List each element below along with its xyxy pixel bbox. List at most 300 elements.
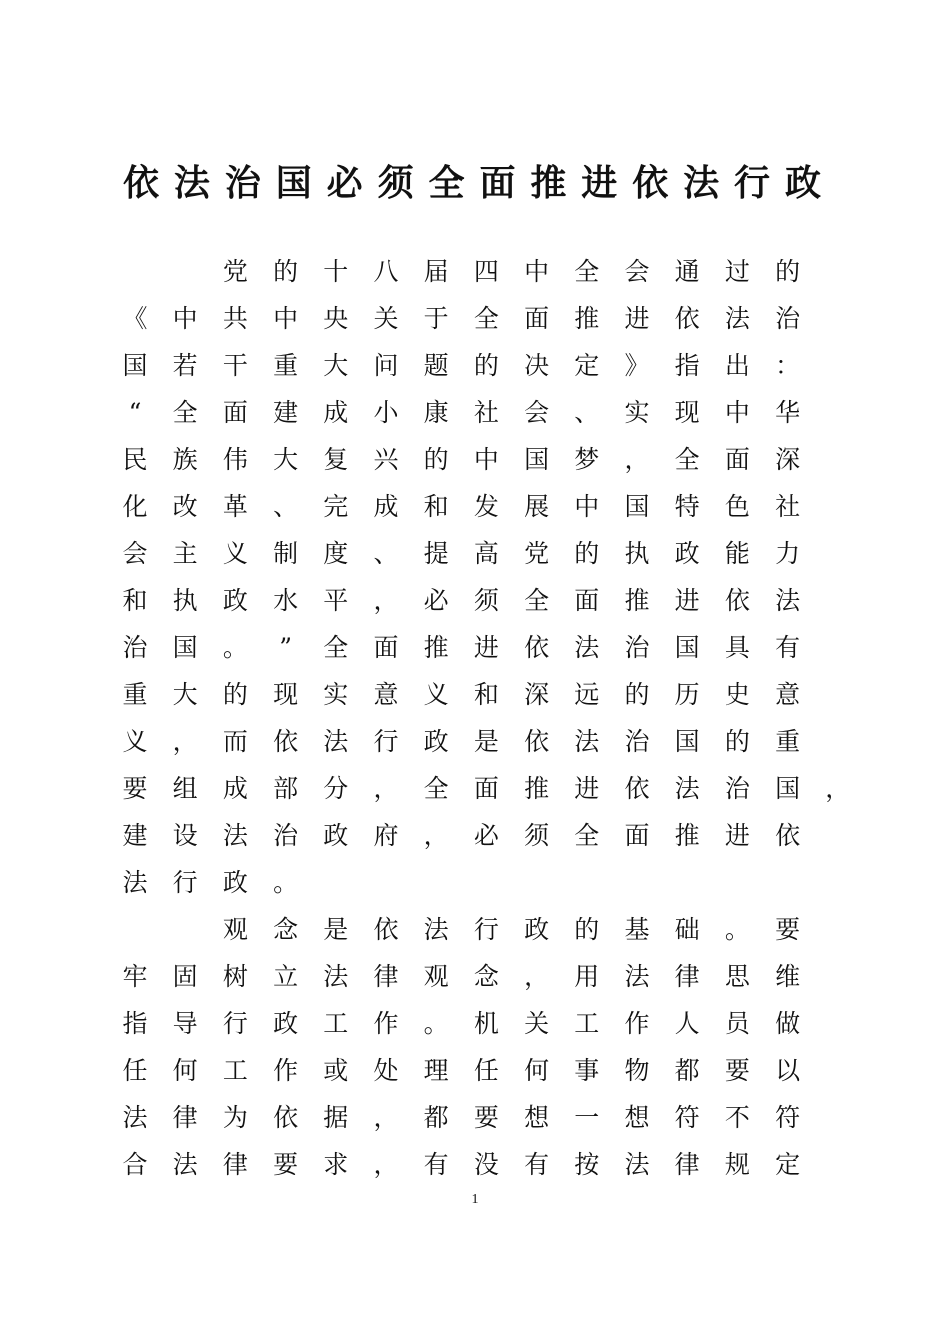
text-line — [122, 1000, 862, 1047]
text-char: 实 — [323, 680, 349, 709]
text-char: 发 — [473, 492, 499, 521]
text-char: 八 — [373, 257, 399, 286]
title-char: 依 — [632, 162, 669, 204]
text-char: 法 — [323, 727, 349, 756]
text-char: 法 — [172, 1150, 198, 1179]
title-char: 法 — [173, 162, 210, 204]
text-line — [122, 859, 862, 906]
text-char: 革 — [222, 492, 248, 521]
text-char: 求 — [323, 1150, 349, 1179]
text-char: 依 — [524, 727, 550, 756]
text-char: 指 — [674, 351, 700, 380]
text-char: 化 — [122, 492, 148, 521]
text-char: 大 — [323, 351, 349, 380]
text-char: 依 — [273, 727, 299, 756]
title-char: 推 — [530, 162, 567, 204]
text-char: 一 — [574, 1103, 600, 1132]
text-char: 的 — [473, 351, 499, 380]
text-char: 面 — [574, 586, 600, 615]
text-char: 念 — [273, 915, 299, 944]
text-char: 面 — [724, 445, 750, 474]
text-char: 民 — [122, 445, 148, 474]
text-char: 。 — [423, 1009, 449, 1038]
text-char: 中 — [724, 398, 750, 427]
text-line — [122, 671, 862, 718]
text-char: 须 — [524, 821, 550, 850]
text-char: 律 — [172, 1103, 198, 1132]
text-char: 和 — [423, 492, 449, 521]
text-char: 大 — [172, 680, 198, 709]
text-char: ， — [423, 821, 449, 850]
text-char: 成 — [323, 398, 349, 427]
text-char: 工 — [222, 1056, 248, 1085]
text-char: 法 — [423, 915, 449, 944]
title-char: 依 — [122, 162, 159, 204]
text-char: 具 — [724, 633, 750, 662]
text-char: 合 — [122, 1150, 148, 1179]
text-char: 复 — [323, 445, 349, 474]
text-char: 执 — [172, 586, 198, 615]
text-char: 改 — [172, 492, 198, 521]
text-char: 党 — [524, 539, 550, 568]
text-char: 、 — [273, 492, 299, 521]
text-char: 国 — [172, 633, 198, 662]
text-line — [122, 953, 862, 1000]
text-char: 展 — [524, 492, 550, 521]
text-char: 政 — [524, 915, 550, 944]
text-line — [122, 624, 862, 671]
text-char: 色 — [724, 492, 750, 521]
text-char: 法 — [724, 304, 750, 333]
text-char: 法 — [574, 633, 600, 662]
text-char: 现 — [674, 398, 700, 427]
text-char: 而 — [222, 727, 248, 756]
text-char: 推 — [574, 304, 600, 333]
text-char: 推 — [524, 774, 550, 803]
text-char: 律 — [373, 962, 399, 991]
text-char: 国 — [674, 727, 700, 756]
text-char: 重 — [122, 680, 148, 709]
text-line — [122, 765, 862, 812]
text-char: 进 — [574, 774, 600, 803]
text-char: 完 — [323, 492, 349, 521]
text-line — [122, 577, 862, 624]
text-char: 问 — [373, 351, 399, 380]
text-char: 意 — [775, 680, 801, 709]
text-char: 的 — [273, 257, 299, 286]
text-char: 按 — [574, 1150, 600, 1179]
text-char: 能 — [724, 539, 750, 568]
title-char: 面 — [479, 162, 516, 204]
text-char: 依 — [624, 774, 650, 803]
text-char: 主 — [172, 539, 198, 568]
text-char: 梦 — [574, 445, 600, 474]
text-char: 观 — [423, 962, 449, 991]
text-char: 全 — [524, 586, 550, 615]
text-char: 面 — [222, 398, 248, 427]
text-char: 法 — [222, 821, 248, 850]
text-char: 四 — [473, 257, 499, 286]
text-char: 依 — [524, 633, 550, 662]
title-char: 须 — [377, 162, 414, 204]
text-char: 是 — [473, 727, 499, 756]
text-char: 《 — [122, 304, 148, 333]
text-char: 历 — [674, 680, 700, 709]
text-char: 重 — [775, 727, 801, 756]
text-char: 度 — [323, 539, 349, 568]
text-char: 执 — [624, 539, 650, 568]
text-line — [122, 718, 862, 765]
text-char: 要 — [473, 1103, 499, 1132]
text-char: 深 — [524, 680, 550, 709]
text-char: 成 — [222, 774, 248, 803]
text-char: 处 — [373, 1056, 399, 1085]
text-char: 依 — [273, 1103, 299, 1132]
text-char: 的 — [574, 539, 600, 568]
text-char: 决 — [524, 351, 550, 380]
text-char: 中 — [273, 304, 299, 333]
text-char: 高 — [473, 539, 499, 568]
text-char: 远 — [574, 680, 600, 709]
text-char: 法 — [624, 962, 650, 991]
text-char: 事 — [574, 1056, 600, 1085]
text-char: 面 — [624, 821, 650, 850]
text-char: 、 — [373, 539, 399, 568]
text-char: 念 — [473, 962, 499, 991]
text-char: 若 — [172, 351, 198, 380]
text-char: 是 — [323, 915, 349, 944]
text-char: 要 — [724, 1056, 750, 1085]
text-char: 以 — [775, 1056, 801, 1085]
text-char: 出 — [724, 351, 750, 380]
text-char: 行 — [172, 868, 198, 897]
text-char: 。 — [273, 868, 299, 897]
text-char: 作 — [273, 1056, 299, 1085]
text-char: 党 — [222, 257, 248, 286]
text-char: 成 — [373, 492, 399, 521]
text-line — [122, 906, 862, 953]
document-body — [122, 248, 862, 1188]
text-char: 分 — [323, 774, 349, 803]
text-char: 人 — [674, 1009, 700, 1038]
text-char: 政 — [323, 821, 349, 850]
text-char: 全 — [674, 445, 700, 474]
text-char: 何 — [172, 1056, 198, 1085]
text-char: 华 — [775, 398, 801, 427]
text-char: 立 — [273, 962, 299, 991]
text-char: 干 — [222, 351, 248, 380]
text-char: 平 — [323, 586, 349, 615]
text-char: 社 — [473, 398, 499, 427]
text-char: 提 — [423, 539, 449, 568]
title-char: 政 — [784, 162, 821, 204]
text-char: 据 — [323, 1103, 349, 1132]
text-char: 进 — [724, 821, 750, 850]
text-char: 于 — [423, 304, 449, 333]
text-char: 义 — [423, 680, 449, 709]
text-char: 观 — [222, 915, 248, 944]
text-char: 必 — [473, 821, 499, 850]
text-char: 关 — [373, 304, 399, 333]
text-char: 政 — [423, 727, 449, 756]
text-char: 的 — [222, 680, 248, 709]
text-char: 不 — [724, 1103, 750, 1132]
text-char: 的 — [724, 727, 750, 756]
text-char: 现 — [273, 680, 299, 709]
text-char: 的 — [775, 257, 801, 286]
text-char: ， — [624, 445, 650, 474]
text-char: 大 — [273, 445, 299, 474]
text-char: 基 — [624, 915, 650, 944]
text-char: 树 — [222, 962, 248, 991]
text-char: 设 — [172, 821, 198, 850]
text-char: “ — [128, 398, 142, 427]
text-char: 治 — [624, 633, 650, 662]
text-line — [122, 295, 862, 342]
text-char: 依 — [373, 915, 399, 944]
text-char: 作 — [373, 1009, 399, 1038]
text-char: 法 — [122, 868, 148, 897]
text-char: 建 — [273, 398, 299, 427]
text-char: 中 — [473, 445, 499, 474]
text-char: 导 — [172, 1009, 198, 1038]
text-char: 进 — [674, 586, 700, 615]
text-char: 行 — [373, 727, 399, 756]
text-line — [122, 1141, 862, 1188]
text-char: 机 — [473, 1009, 499, 1038]
text-char: 建 — [122, 821, 148, 850]
text-char: 推 — [674, 821, 700, 850]
text-char: 有 — [775, 633, 801, 662]
text-char: 必 — [423, 586, 449, 615]
text-char: 没 — [473, 1150, 499, 1179]
text-char: 治 — [624, 727, 650, 756]
text-char: ， — [373, 586, 399, 615]
text-line — [122, 389, 862, 436]
text-char: 中 — [172, 304, 198, 333]
text-char: 符 — [775, 1103, 801, 1132]
text-char: 面 — [373, 633, 399, 662]
text-char: 法 — [674, 774, 700, 803]
text-char: 共 — [222, 304, 248, 333]
text-char: 十 — [323, 257, 349, 286]
text-char: 治 — [775, 304, 801, 333]
text-char: 全 — [423, 774, 449, 803]
text-char: 维 — [775, 962, 801, 991]
text-char: 社 — [775, 492, 801, 521]
text-char: 工 — [574, 1009, 600, 1038]
text-char: 的 — [574, 915, 600, 944]
text-line — [122, 483, 862, 530]
text-line — [122, 1094, 862, 1141]
text-char: 行 — [222, 1009, 248, 1038]
text-char: 有 — [423, 1150, 449, 1179]
text-char: ： — [775, 351, 801, 380]
text-char: 律 — [222, 1150, 248, 1179]
text-char: 实 — [624, 398, 650, 427]
text-char: 力 — [775, 539, 801, 568]
text-char: 重 — [273, 351, 299, 380]
text-char: 指 — [122, 1009, 148, 1038]
text-char: 固 — [172, 962, 198, 991]
text-line — [122, 248, 862, 295]
text-char: 符 — [674, 1103, 700, 1132]
text-char: ” — [279, 633, 292, 662]
text-char: 义 — [222, 539, 248, 568]
text-char: 物 — [624, 1056, 650, 1085]
text-char: 法 — [323, 962, 349, 991]
text-char: 》 — [624, 351, 650, 380]
text-char: ， — [825, 774, 851, 803]
text-char: ， — [524, 962, 550, 991]
text-char: 进 — [624, 304, 650, 333]
text-char: 面 — [473, 774, 499, 803]
text-char: 须 — [473, 586, 499, 615]
text-char: 央 — [323, 304, 349, 333]
text-char: 府 — [373, 821, 399, 850]
text-char: 、 — [574, 398, 600, 427]
text-char: 何 — [524, 1056, 550, 1085]
text-char: ， — [373, 1103, 399, 1132]
text-char: 作 — [624, 1009, 650, 1038]
text-char: 行 — [473, 915, 499, 944]
text-char: 史 — [724, 680, 750, 709]
text-char: 础 — [674, 915, 700, 944]
text-char: 政 — [674, 539, 700, 568]
text-char: 中 — [574, 492, 600, 521]
text-char: 理 — [423, 1056, 449, 1085]
text-char: 水 — [273, 586, 299, 615]
title-char: 进 — [581, 162, 618, 204]
text-char: 工 — [323, 1009, 349, 1038]
text-char: 法 — [574, 727, 600, 756]
text-char: 进 — [473, 633, 499, 662]
text-char: 推 — [624, 586, 650, 615]
text-char: 治 — [724, 774, 750, 803]
text-char: 律 — [674, 1150, 700, 1179]
text-char: 会 — [524, 398, 550, 427]
text-char: 做 — [775, 1009, 801, 1038]
text-char: 特 — [674, 492, 700, 521]
text-char: 法 — [122, 1103, 148, 1132]
text-char: 的 — [624, 680, 650, 709]
text-line — [122, 436, 862, 483]
text-char: 都 — [674, 1056, 700, 1085]
text-char: 牢 — [122, 962, 148, 991]
text-char: 定 — [775, 1150, 801, 1179]
title-char: 治 — [224, 162, 261, 204]
title-char: 全 — [428, 162, 465, 204]
text-char: 政 — [222, 586, 248, 615]
text-char: 政 — [222, 868, 248, 897]
text-char: 面 — [524, 304, 550, 333]
text-char: 意 — [373, 680, 399, 709]
text-char: 依 — [674, 304, 700, 333]
text-char: 治 — [273, 821, 299, 850]
text-char: 用 — [574, 962, 600, 991]
text-char: 规 — [724, 1150, 750, 1179]
text-char: 关 — [524, 1009, 550, 1038]
text-char: 任 — [122, 1056, 148, 1085]
text-char: 想 — [624, 1103, 650, 1132]
text-char: 全 — [172, 398, 198, 427]
text-line — [122, 342, 862, 389]
text-char: 过 — [724, 257, 750, 286]
text-char: 届 — [423, 257, 449, 286]
text-line — [122, 530, 862, 577]
text-char: 法 — [624, 1150, 650, 1179]
text-char: 。 — [724, 915, 750, 944]
text-char: 的 — [423, 445, 449, 474]
text-char: 依 — [775, 821, 801, 850]
text-char: 思 — [724, 962, 750, 991]
text-char: 有 — [524, 1150, 550, 1179]
text-char: 法 — [775, 586, 801, 615]
text-char: ， — [172, 727, 198, 756]
text-char: 族 — [172, 445, 198, 474]
text-line — [122, 1047, 862, 1094]
text-char: 小 — [373, 398, 399, 427]
title-char: 法 — [683, 162, 720, 204]
text-char: 题 — [423, 351, 449, 380]
text-char: 想 — [524, 1103, 550, 1132]
text-char: 律 — [674, 962, 700, 991]
text-char: 国 — [122, 351, 148, 380]
text-char: 深 — [775, 445, 801, 474]
text-char: 国 — [524, 445, 550, 474]
text-char: ， — [373, 774, 399, 803]
text-char: 全 — [574, 821, 600, 850]
text-char: 或 — [323, 1056, 349, 1085]
text-char: 伟 — [222, 445, 248, 474]
text-char: 通 — [674, 257, 700, 286]
text-char: 要 — [775, 915, 801, 944]
title-char: 行 — [734, 162, 771, 204]
text-char: 中 — [524, 257, 550, 286]
text-char: 任 — [473, 1056, 499, 1085]
page-number: 1 — [471, 1192, 479, 1207]
text-char: 国 — [624, 492, 650, 521]
text-char: 为 — [222, 1103, 248, 1132]
text-char: 定 — [574, 351, 600, 380]
title-char: 必 — [326, 162, 363, 204]
text-char: 和 — [473, 680, 499, 709]
text-char: 康 — [423, 398, 449, 427]
text-char: 组 — [172, 774, 198, 803]
text-char: 和 — [122, 586, 148, 615]
text-char: 国 — [775, 774, 801, 803]
text-char: 都 — [423, 1103, 449, 1132]
text-char: 全 — [323, 633, 349, 662]
text-char: 部 — [273, 774, 299, 803]
text-char: 依 — [724, 586, 750, 615]
text-char: 国 — [674, 633, 700, 662]
text-char: ， — [373, 1150, 399, 1179]
text-char: 全 — [473, 304, 499, 333]
text-char: 推 — [423, 633, 449, 662]
text-char: 政 — [273, 1009, 299, 1038]
text-char: 会 — [624, 257, 650, 286]
document-title — [122, 150, 822, 210]
text-line — [122, 812, 862, 859]
text-char: 制 — [273, 539, 299, 568]
text-char: 兴 — [373, 445, 399, 474]
text-char: 。 — [222, 633, 248, 662]
text-char: 要 — [122, 774, 148, 803]
title-char: 国 — [275, 162, 312, 204]
text-char: 会 — [122, 539, 148, 568]
text-char: 义 — [122, 727, 148, 756]
